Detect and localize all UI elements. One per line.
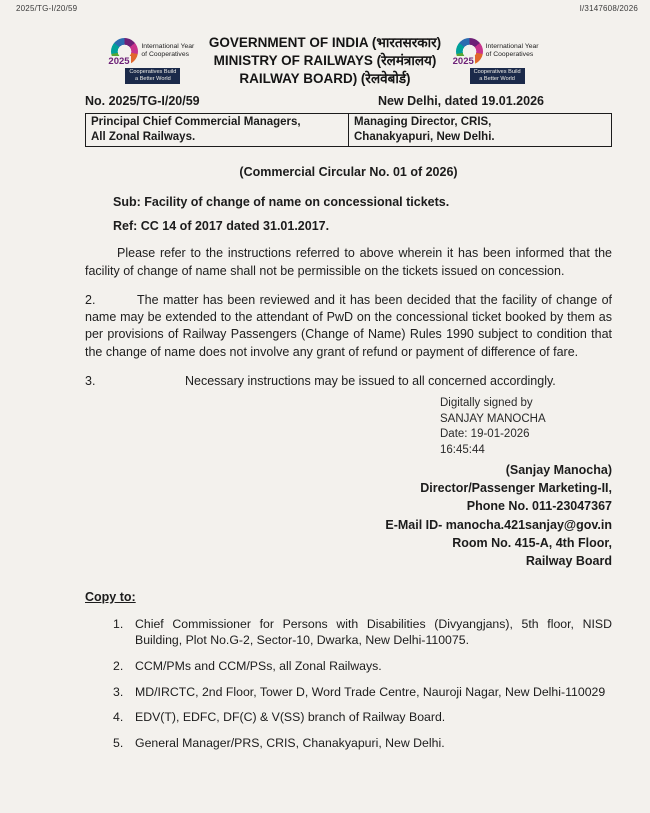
list-item	[113, 735, 612, 752]
place-and-date: New Delhi, dated 19.01.2026	[377, 94, 544, 109]
logo-tagline-line2: a Better World	[135, 75, 171, 82]
logo-title	[141, 43, 194, 60]
signatory-block	[85, 461, 612, 570]
ministry-header	[209, 34, 441, 87]
subject-line: Sub: Facility of change of name on concessional tickets.	[113, 195, 450, 210]
addressee-cell-right	[349, 114, 612, 147]
addressee-left-line1: Principal Chief Commercial Managers,	[91, 116, 301, 129]
cooperatives-emblem-icon	[452, 38, 483, 67]
logo-title-line2: of Cooperatives	[141, 51, 190, 59]
logo-tagline-line1: Cooperatives Build	[473, 68, 521, 75]
header-line-government: GOVERNMENT OF INDIA (भारतसरकार)	[208, 35, 442, 50]
logo-year: 2025	[452, 55, 474, 67]
signatory-org: Railway Board	[525, 553, 612, 568]
digital-signature-line1: Digitally signed by	[440, 397, 533, 410]
signatory-phone: Phone No. 011-23047367	[466, 499, 612, 514]
signatory-room: Room No. 415-A, 4th Floor,	[452, 535, 612, 550]
paragraph-3	[85, 373, 612, 390]
list-item-text: Chief Commissioner for Persons with Disabilities (Divyangjans), 5th floor, NISD Building, Plot No.G-2, Sector-10, Dwarka, New Delhi-110075.	[135, 616, 612, 648]
list-item	[113, 616, 612, 649]
circular-number: (Commercial Circular No. 01 of 2026)	[239, 165, 458, 180]
paragraph-1: Please refer to the instructions referred to above wherein it has been informed that the facility of change of name shall not be permissible on the tickets issued on concession.	[85, 246, 612, 278]
list-item-text: CCM/PMs and CCM/PSs, all Zonal Railways.	[135, 659, 382, 674]
copy-to-list	[113, 616, 612, 752]
list-item	[113, 709, 612, 726]
letter-number: No. 2025/TG-I/20/59	[85, 94, 200, 109]
file-reference-top-left: 2025/TG-I/20/59	[16, 4, 78, 13]
copy-to-heading: Copy to:	[85, 589, 136, 604]
header-line-ministry: MINISTRY OF RAILWAYS (रेलमंत्रालय)	[213, 52, 437, 68]
list-item-text: MD/IRCTC, 2nd Floor, Tower D, Word Trade Centre, Nauroji Nagar, New Delhi-110029	[135, 684, 606, 699]
signatory-designation: Director/Passenger Marketing-II,	[420, 481, 612, 496]
signatory-name: (Sanjay Manocha)	[505, 463, 612, 478]
digital-signature-line4: 16:45:44	[440, 443, 485, 456]
addressee-right-line2: Chanakyapuri, New Delhi.	[354, 131, 495, 144]
iyc-logo-left	[107, 38, 199, 84]
list-item-text: EDV(T), EDFC, DF(C) & V(SS) branch of Railway Board.	[135, 710, 446, 725]
logo-title-line2: of Cooperatives	[485, 51, 534, 59]
logo-tagline	[470, 68, 525, 84]
logo-title-line1: International Year	[141, 42, 195, 50]
addressee-left-line2: All Zonal Railways.	[91, 131, 196, 144]
iyc-logo-left-top	[108, 38, 195, 67]
logo-title-line1: International Year	[485, 42, 539, 50]
paragraph-3-text: Necessary instructions may be issued to all concerned accordingly.	[185, 373, 556, 388]
iyc-logo-right-top	[452, 38, 539, 67]
paragraph-2-number: 2.	[85, 292, 96, 307]
cooperatives-emblem-icon	[108, 38, 138, 67]
logo-tagline-line1: Cooperatives Build	[129, 68, 177, 75]
reference-line: Ref: CC 14 of 2017 dated 31.01.2017.	[113, 219, 330, 234]
list-item-number: 5.	[113, 735, 124, 750]
list-item	[113, 658, 612, 675]
addressee-right-line1: Managing Director, CRIS,	[354, 116, 492, 129]
logo-tagline	[125, 68, 180, 84]
logo-year: 2025	[108, 55, 130, 67]
logo-tagline-line2: a Better World	[479, 75, 515, 82]
list-item-number: 4.	[113, 710, 124, 725]
iyc-logo-right	[451, 38, 543, 84]
list-item-number: 1.	[113, 616, 124, 631]
digital-signature-line3: Date: 19-01-2026	[440, 428, 530, 441]
table-row	[86, 114, 612, 147]
letter-meta-row	[85, 94, 612, 108]
list-item	[113, 684, 612, 701]
document-body	[0, 94, 650, 751]
paragraph-2-text: The matter has been reviewed and it has been decided that the facility of change of name may be extended to the attendant of PwD on the concessional ticket booked by them as per provisions of Railway Passengers (Change of Name) Rules 1990 subject to condition that the change of name does not involve any grant of refund or payment of difference of fare.	[85, 292, 612, 359]
digital-signature-stamp	[440, 396, 612, 458]
header-line-railway-board: RAILWAY BOARD) (रेलवेबोर्ड)	[239, 70, 411, 86]
paragraph-2	[85, 292, 612, 361]
paragraph-3-number: 3.	[85, 373, 96, 388]
list-item-text: General Manager/PRS, CRIS, Chanakyapuri, New Delhi.	[135, 735, 445, 750]
digital-signature-line2: SANJAY MANOCHA	[440, 412, 546, 425]
letterhead	[0, 0, 650, 87]
addressee-cell-left	[86, 114, 349, 147]
addressee-table	[85, 113, 612, 147]
list-item-number: 3.	[113, 684, 124, 699]
signatory-email: E-Mail ID- manocha.421sanjay@gov.in	[385, 517, 612, 532]
list-item-number: 2.	[113, 659, 124, 674]
file-reference-top-right: I/3147608/2026	[579, 4, 638, 13]
logo-title	[486, 43, 539, 60]
